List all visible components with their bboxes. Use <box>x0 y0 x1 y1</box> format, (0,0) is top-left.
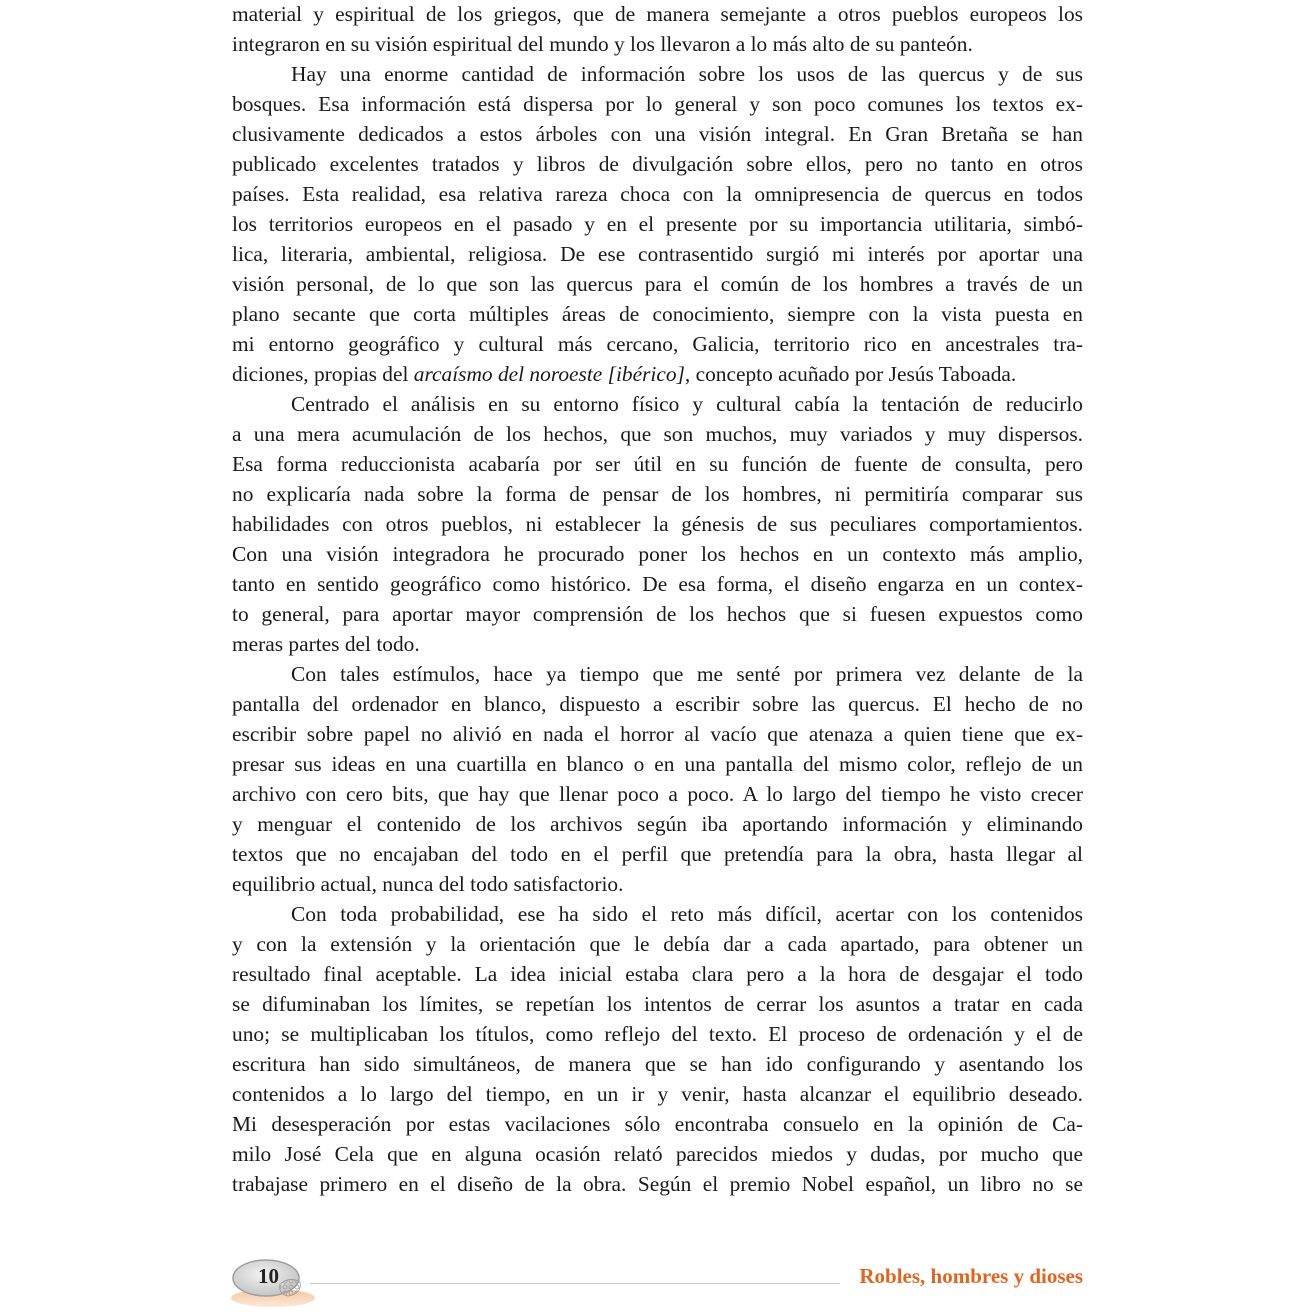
text-line: material y espiritual de los griegos, que de manera semejante a otros pueblos europeos los <box>232 2 1083 26</box>
text-line: lica, literaria, ambiental, religiosa. De ese contrasentido surgió mi interés por aportar una <box>232 242 1083 266</box>
text-segment: , concepto acuñado por Jesús Taboada. <box>684 362 1017 386</box>
text-line: Con una visión integradora he procurado poner los hechos en un contexto más amplio, <box>232 542 1083 566</box>
text-line: Centrado el análisis en su entorno físico y cultural cabía la tentación de reducirlo <box>291 392 1083 416</box>
text-line: equilibrio actual, nunca del todo satisfactorio. <box>232 872 624 896</box>
text-line: milo José Cela que en alguna ocasión relató parecidos miedos y dudas, por mucho que <box>232 1142 1083 1166</box>
text-line: mi entorno geográfico y cultural más cercano, Galicia, territorio rico en ancestrales tra- <box>232 332 1083 356</box>
footer-divider <box>310 1283 840 1284</box>
text-line: escritura han sido simultáneos, de manera que se han ido configurando y asentando los <box>232 1052 1083 1076</box>
text-line: escribir sobre papel no alivió en nada el horror al vacío que atenaza a quien tiene que ex- <box>232 722 1083 746</box>
text-line: los territorios europeos en el pasado y en el presente por su importancia utilitaria, simbó- <box>232 212 1083 236</box>
text-line: Con tales estímulos, hace ya tiempo que me senté por primera vez delante de la <box>291 662 1083 686</box>
text-line: archivo con cero bits, que hay que llenar poco a poco. A lo largo del tiempo he visto crecer <box>232 782 1083 806</box>
text-line: Con toda probabilidad, ese ha sido el reto más difícil, acertar con los contenidos <box>291 902 1083 926</box>
text-line: textos que no encajaban del todo en el perfil que pretendía para la obra, hasta llegar al <box>232 842 1083 866</box>
running-title: Robles, hombres y dioses <box>859 1264 1083 1288</box>
italic-term: arcaísmo del noroeste [ibérico] <box>413 362 685 386</box>
text-line: to general, para aportar mayor comprensión de los hechos que si fuesen expuestos como <box>232 602 1083 626</box>
text-line: pantalla del ordenador en blanco, dispuesto a escribir sobre las quercus. El hecho de no <box>232 692 1083 716</box>
text-line: y menguar el contenido de los archivos según iba aportando información y eliminando <box>232 812 1083 836</box>
text-line: tanto en sentido geográfico como histórico. De esa forma, el diseño engarza en un contex- <box>232 572 1083 596</box>
page-footer <box>0 1248 1313 1313</box>
text-line: no explicaría nada sobre la forma de pensar de los hombres, ni permitiría comparar sus <box>232 482 1083 506</box>
text-line: contenidos a lo largo del tiempo, en un ir y venir, hasta alcanzar el equilibrio deseado. <box>232 1082 1083 1106</box>
text-line: y con la extensión y la orientación que le debía dar a cada apartado, para obtener un <box>232 932 1083 956</box>
text-line: publicado excelentes tratados y libros de divulgación sobre ellos, pero no tanto en otros <box>232 152 1083 176</box>
body-text <box>232 0 1083 1199</box>
text-line: se difuminaban los límites, se repetían los intentos de cerrar los asuntos a tratar en cada <box>232 992 1083 1016</box>
text-segment: diciones, propias del <box>232 362 414 386</box>
text-line: plano secante que corta múltiples áreas de conocimiento, siempre con la vista puesta en <box>232 302 1083 326</box>
text-line: visión personal, de lo que son las quercus para el común de los hombres a través de un <box>232 272 1083 296</box>
text-line: Hay una enorme cantidad de información sobre los usos de las quercus y de sus <box>291 62 1083 86</box>
text-line: trabajase primero en el diseño de la obra. Según el premio Nobel español, un libro no se <box>232 1172 1083 1196</box>
text-line: Mi desesperación por estas vacilaciones sólo encontraba consuelo en la opinión de Ca- <box>232 1112 1083 1136</box>
text-line: países. Esta realidad, esa relativa rareza choca con la omnipresencia de quercus en todos <box>232 182 1083 206</box>
text-line: uno; se multiplicaban los títulos, como reflejo del texto. El proceso de ordenación y el de <box>232 1022 1083 1046</box>
text-line: habilidades con otros pueblos, ni establecer la génesis de sus peculiares comportamientos. <box>232 512 1083 536</box>
text-line: Esa forma reduccionista acabaría por ser útil en su función de fuente de consulta, pero <box>232 452 1083 476</box>
text-line: clusivamente dedicados a estos árboles con una visión integral. En Gran Bretaña se han <box>232 122 1083 146</box>
text-line: integraron en su visión espiritual del mundo y los llevaron a lo más alto de su panteón. <box>232 32 973 56</box>
text-line: presar sus ideas en una cuartilla en blanco o en una pantalla del mismo color, reflejo de un <box>232 752 1083 776</box>
text-line: bosques. Esa información está dispersa por lo general y son poco comunes los textos ex- <box>232 92 1083 116</box>
page-number: 10 <box>258 1264 279 1288</box>
text-line <box>232 359 1083 389</box>
text-line: resultado final aceptable. La idea inicial estaba clara pero a la hora de desgajar el todo <box>232 962 1083 986</box>
text-line: meras partes del todo. <box>232 632 420 656</box>
text-line: a una mera acumulación de los hechos, que son muchos, muy variados y muy dispersos. <box>232 422 1083 446</box>
